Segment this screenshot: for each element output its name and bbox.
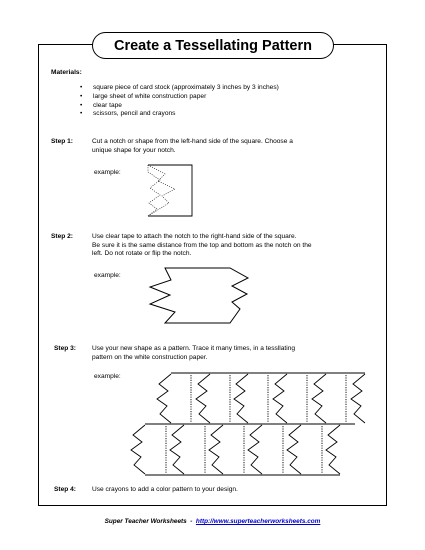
footer-separator: -	[186, 518, 196, 525]
page-title: Create a Tessellating Pattern	[92, 32, 334, 59]
step-3-label: Step 3:	[54, 345, 76, 352]
list-item: • clear tape	[80, 102, 279, 111]
step-1-text: Cut a notch or shape from the left-hand side of the square. Choose a unique shape for your notch.	[92, 138, 293, 154]
list-item: • large sheet of white construction paper	[80, 93, 279, 102]
step-4-text: Use crayons to add a color pattern to your design.	[92, 486, 238, 493]
step-3-example-label: example:	[94, 373, 121, 380]
step-2-text: Use clear tape to attach the notch to the right-hand side of the square. Be sure it is the same distance from the top and bottom as the notch on the left. Do not rotate or flip the notch.	[92, 233, 312, 258]
step-4-label: Step 4:	[54, 486, 76, 493]
step-1-example-label: example:	[94, 169, 121, 176]
step-1-label: Step 1:	[51, 138, 73, 145]
footer-link[interactable]: http://www.superteacherworksheets.com	[195, 518, 321, 525]
list-item: • square piece of card stock (approximately 3 inches by 3 inches)	[80, 84, 279, 93]
materials-label: Materials:	[51, 69, 82, 76]
footer	[0, 518, 425, 525]
footer-brand: Super Teacher Worksheets	[104, 518, 187, 525]
list-item: • scissors, pencil and crayons	[80, 110, 279, 119]
step-3-text: Use your new shape as a pattern. Trace it many times, in a tessllating pattern on the white construction paper.	[92, 345, 296, 361]
step-2-example-label: example:	[94, 272, 121, 279]
step-2-label: Step 2:	[51, 233, 73, 240]
